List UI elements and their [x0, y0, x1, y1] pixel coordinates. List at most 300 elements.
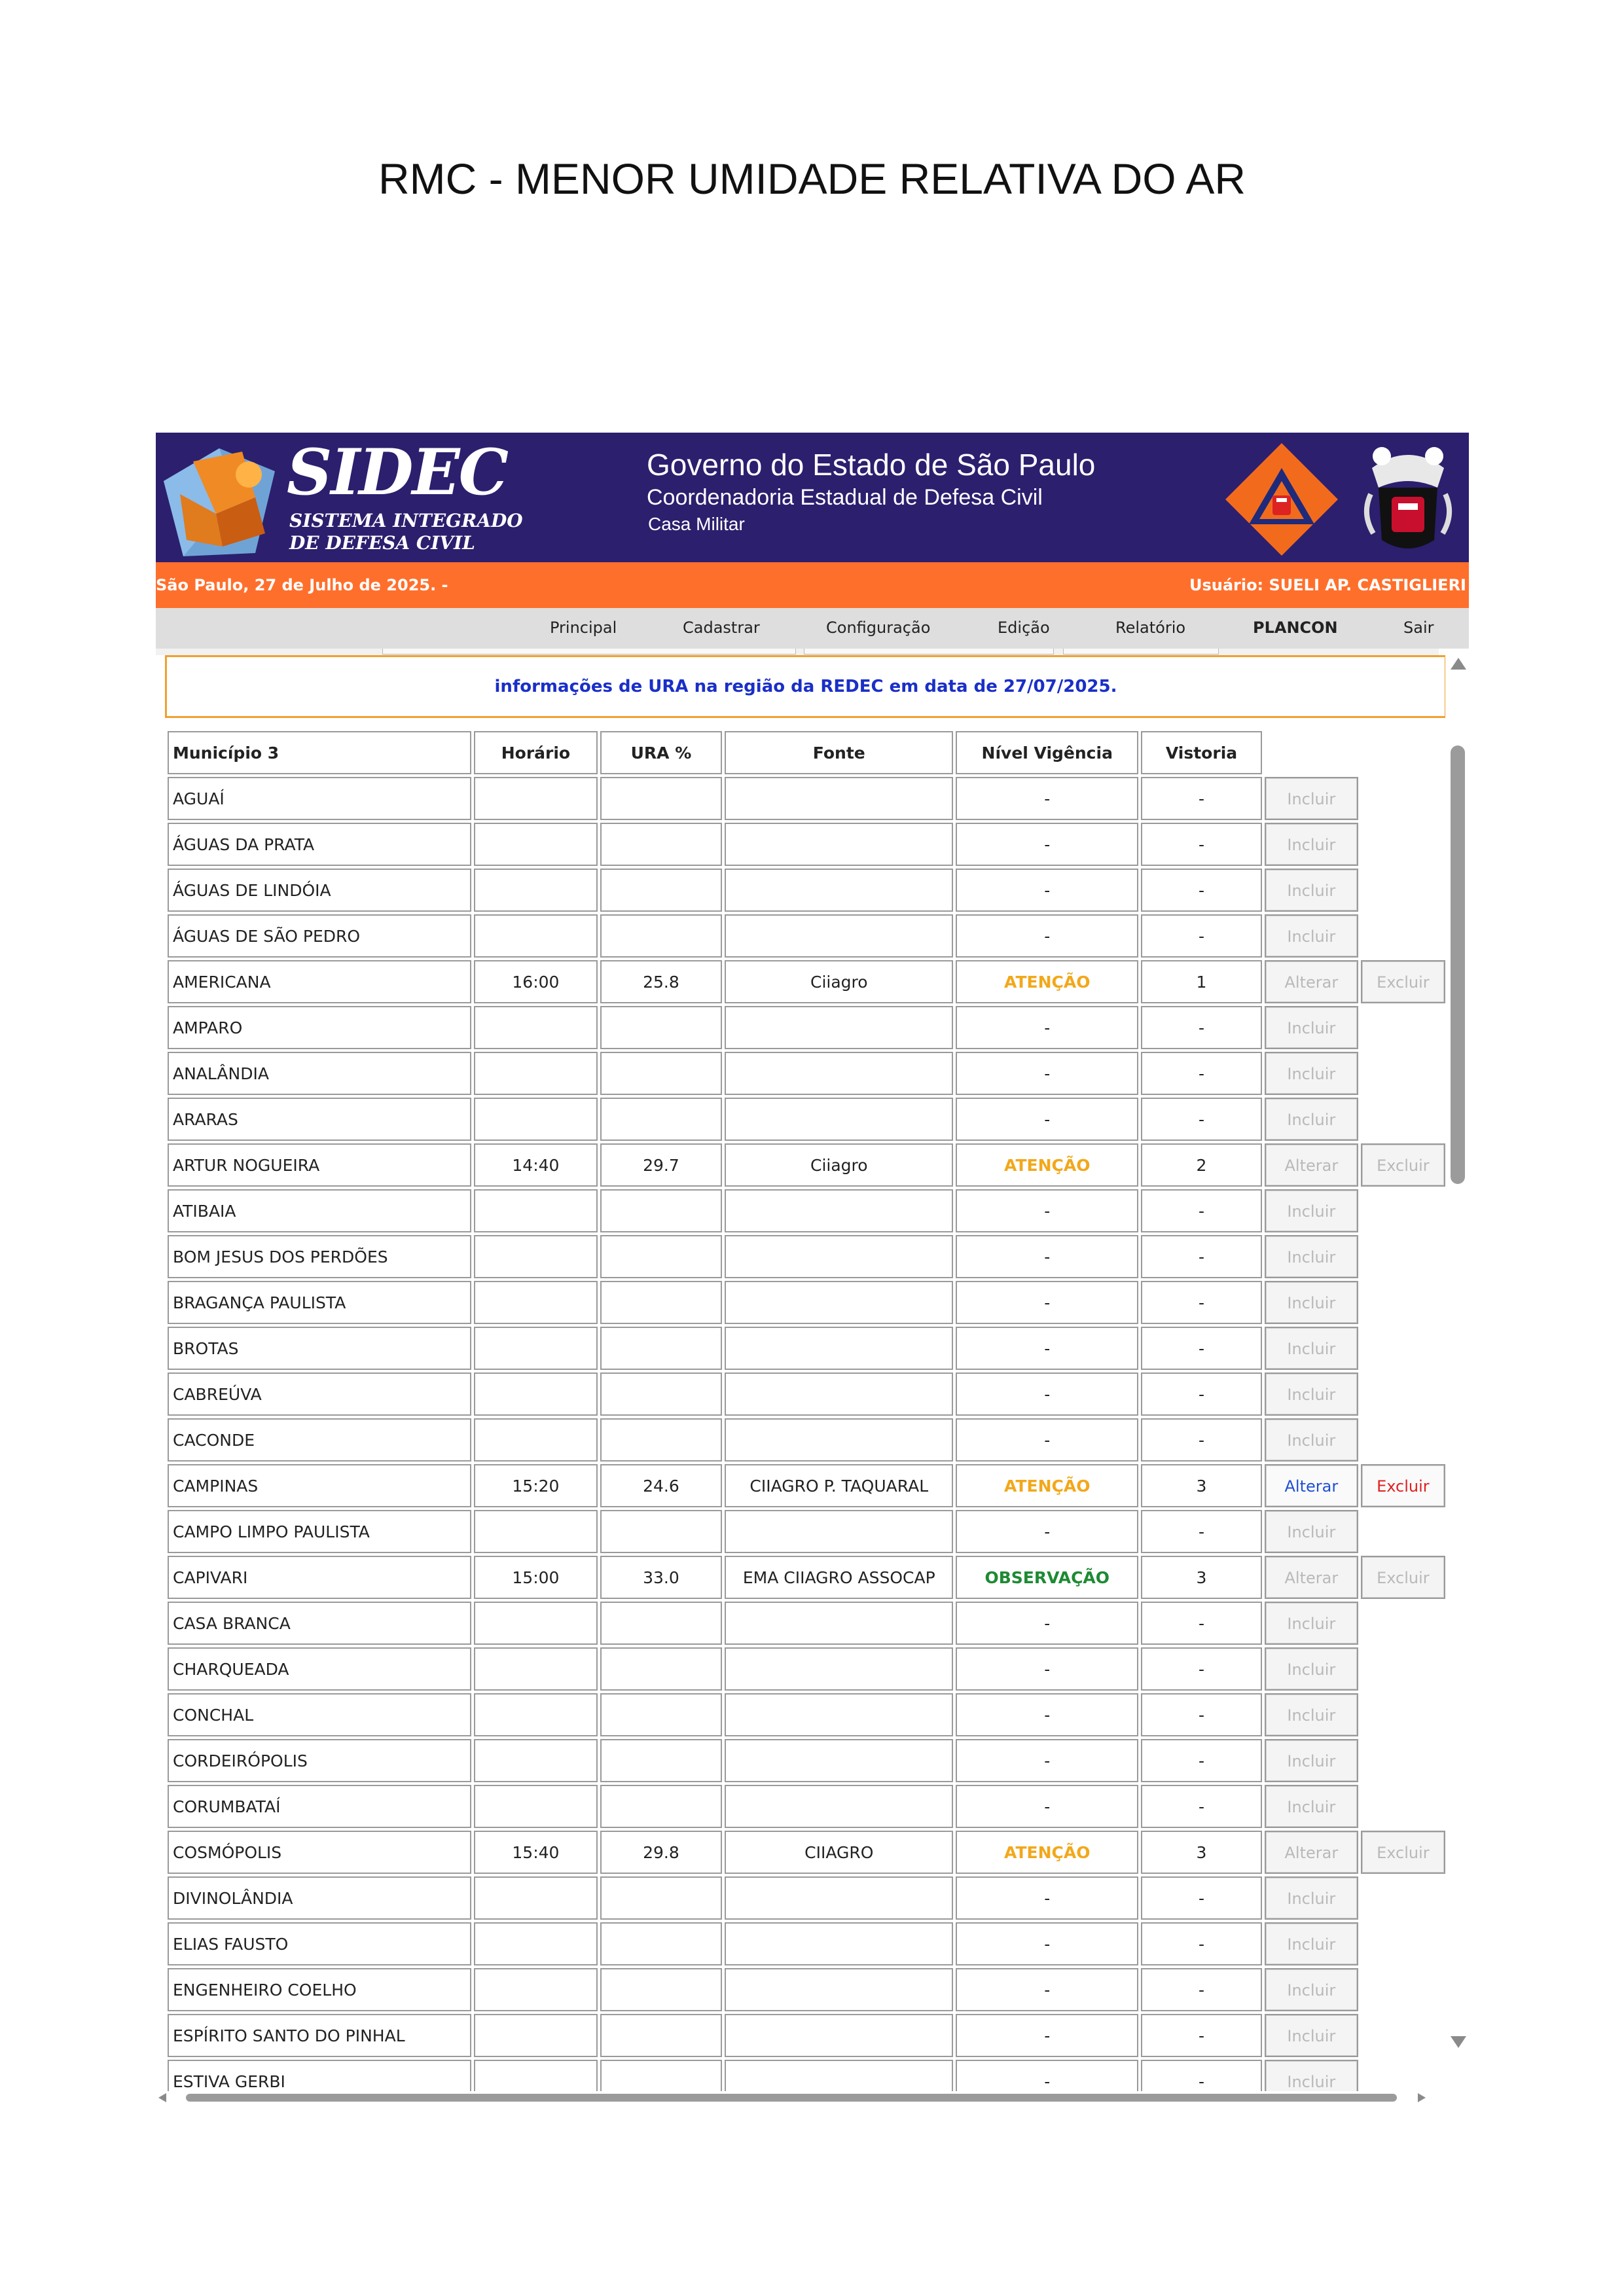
cell-horario: 15:40: [474, 1831, 598, 1874]
nav-configuracao[interactable]: Configuração: [826, 619, 931, 637]
cell-municipio: ESTIVA GERBI: [168, 2060, 471, 2091]
cell-nivel-vigencia: -: [956, 1235, 1138, 1278]
table-row: [168, 1327, 1445, 1370]
cell-action-empty: [1361, 2014, 1445, 2057]
cell-fonte: [725, 1098, 953, 1141]
civil-defense-logo-icon: [1223, 440, 1341, 558]
cell-nivel-vigencia: -: [956, 914, 1138, 958]
cell-fonte: [725, 1647, 953, 1691]
date-text: São Paulo, 27 de Julho de 2025. -: [156, 576, 448, 594]
incluir-button[interactable]: Incluir: [1266, 916, 1357, 956]
cell-ura: [600, 1602, 722, 1645]
cell-action-primary: [1265, 1189, 1358, 1232]
cell-fonte: [725, 914, 953, 958]
cell-action-empty: [1361, 1693, 1445, 1736]
cell-horario: [474, 1235, 598, 1278]
cell-horario: [474, 1372, 598, 1416]
cell-action-primary: [1265, 823, 1358, 866]
cell-ura: [600, 1418, 722, 1462]
cell-nivel-vigencia: ATENÇÃO: [956, 1831, 1138, 1874]
cell-nivel-vigencia: ATENÇÃO: [956, 1464, 1138, 1507]
table-row: [168, 1968, 1445, 2011]
table-row: [168, 1831, 1445, 1874]
cell-fonte: [725, 1235, 953, 1278]
cell-fonte: [725, 1922, 953, 1965]
cell-action-empty: [1361, 1785, 1445, 1828]
cell-vistoria: -: [1141, 1876, 1262, 1920]
cell-municipio: BRAGANÇA PAULISTA: [168, 1281, 471, 1324]
cell-horario: 15:20: [474, 1464, 598, 1507]
cell-nivel-vigencia: -: [956, 823, 1138, 866]
cell-vistoria: -: [1141, 1098, 1262, 1141]
cell-fonte: [725, 1510, 953, 1553]
cell-municipio: BROTAS: [168, 1327, 471, 1370]
cell-ura: 25.8: [600, 960, 722, 1003]
cell-vistoria: 3: [1141, 1556, 1262, 1599]
cell-action-primary: [1265, 869, 1358, 912]
cell-vistoria: 1: [1141, 960, 1262, 1003]
excluir-button[interactable]: Excluir: [1362, 1145, 1444, 1185]
excluir-button[interactable]: Excluir: [1362, 1465, 1444, 1506]
incluir-button[interactable]: Incluir: [1266, 1420, 1357, 1460]
cell-nivel-vigencia: -: [956, 2060, 1138, 2091]
cell-fonte: [725, 1372, 953, 1416]
submenu-tab-stub: [382, 649, 796, 655]
cell-ura: [600, 1968, 722, 2011]
table-row: [168, 1739, 1445, 1782]
cell-action-empty: [1361, 1602, 1445, 1645]
cell-nivel-vigencia: -: [956, 2014, 1138, 2057]
cell-action-empty: [1361, 1281, 1445, 1324]
cell-municipio: CAPIVARI: [168, 1556, 471, 1599]
cell-action-empty: [1361, 1235, 1445, 1278]
cell-action-empty: [1361, 1006, 1445, 1049]
cell-action-primary: [1265, 1968, 1358, 2011]
table-row: [168, 823, 1445, 866]
incluir-button[interactable]: Incluir: [1266, 1878, 1357, 1918]
excluir-button[interactable]: Excluir: [1362, 1832, 1444, 1873]
cell-nivel-vigencia: -: [956, 1922, 1138, 1965]
incluir-button[interactable]: Incluir: [1266, 1053, 1357, 1094]
cell-municipio: COSMÓPOLIS: [168, 1831, 471, 1874]
cell-fonte: [725, 1602, 953, 1645]
info-text: informações de URA na região da REDEC em data de 27/07/2025.: [494, 677, 1117, 696]
scroll-left-arrow-icon[interactable]: [158, 2093, 166, 2102]
cell-municipio: ARTUR NOGUEIRA: [168, 1143, 471, 1187]
incluir-button[interactable]: Incluir: [1266, 2061, 1357, 2091]
table-row: [168, 1052, 1445, 1095]
cell-nivel-vigencia: OBSERVAÇÃO: [956, 1556, 1138, 1599]
incluir-button[interactable]: Incluir: [1266, 1328, 1357, 1369]
cell-action-primary: [1265, 2060, 1358, 2091]
cell-municipio: AGUAÍ: [168, 777, 471, 820]
incluir-button[interactable]: Incluir: [1266, 1649, 1357, 1689]
cell-vistoria: -: [1141, 1052, 1262, 1095]
cell-action-primary: [1265, 1602, 1358, 1645]
cell-vistoria: -: [1141, 1602, 1262, 1645]
cell-action-primary: [1265, 1143, 1358, 1187]
cell-action-empty: [1361, 1739, 1445, 1782]
incluir-button[interactable]: Incluir: [1266, 1511, 1357, 1552]
cell-vistoria: -: [1141, 1006, 1262, 1049]
cell-vistoria: -: [1141, 1739, 1262, 1782]
cell-fonte: [725, 823, 953, 866]
cell-horario: [474, 1693, 598, 1736]
table-row: [168, 2060, 1445, 2091]
cell-ura: [600, 914, 722, 958]
incluir-button[interactable]: Incluir: [1266, 778, 1357, 819]
cell-vistoria: -: [1141, 1418, 1262, 1462]
table-row: [168, 2014, 1445, 2057]
military-police-emblem-icon: [1359, 442, 1457, 557]
military-house-subtitle: Casa Militar: [648, 514, 745, 534]
alterar-button[interactable]: Alterar: [1266, 1557, 1357, 1598]
cell-vistoria: -: [1141, 823, 1262, 866]
horizontal-scroll-thumb[interactable]: [186, 2094, 1397, 2102]
incluir-button[interactable]: Incluir: [1266, 1007, 1357, 1048]
table-row: [168, 1372, 1445, 1416]
nav-submenu-strip: [156, 649, 1439, 655]
cell-fonte: EMA CIIAGRO ASSOCAP: [725, 1556, 953, 1599]
cell-action-primary: [1265, 1785, 1358, 1828]
cell-municipio: ÁGUAS DE LINDÓIA: [168, 869, 471, 912]
cell-action-primary: [1265, 1693, 1358, 1736]
brand-subtitle-line1: SISTEMA INTEGRADO: [289, 510, 523, 531]
cell-horario: [474, 1785, 598, 1828]
cell-action-primary: [1265, 1876, 1358, 1920]
nav-plancon[interactable]: PLANCON: [1253, 619, 1338, 637]
incluir-button[interactable]: Incluir: [1266, 1099, 1357, 1139]
cell-nivel-vigencia: -: [956, 1510, 1138, 1553]
cell-ura: [600, 1189, 722, 1232]
table-row: [168, 1602, 1445, 1645]
cell-ura: [600, 869, 722, 912]
cell-action-secondary: [1361, 1831, 1445, 1874]
government-title: Governo do Estado de São Paulo: [647, 448, 1096, 482]
cell-horario: [474, 1647, 598, 1691]
cell-action-empty: [1361, 1510, 1445, 1553]
cell-nivel-vigencia: -: [956, 1098, 1138, 1141]
cell-vistoria: -: [1141, 1189, 1262, 1232]
header-horario: Horário: [474, 731, 598, 774]
nav-cadastrar[interactable]: Cadastrar: [683, 619, 760, 637]
cell-fonte: Ciiagro: [725, 960, 953, 1003]
cell-nivel-vigencia: -: [956, 1418, 1138, 1462]
cell-ura: [600, 1235, 722, 1278]
cell-ura: [600, 1327, 722, 1370]
cell-fonte: Ciiagro: [725, 1143, 953, 1187]
incluir-button[interactable]: Incluir: [1266, 1282, 1357, 1323]
cell-action-empty: [1361, 777, 1445, 820]
cell-fonte: [725, 1281, 953, 1324]
cell-horario: [474, 1052, 598, 1095]
cell-fonte: CIIAGRO: [725, 1831, 953, 1874]
table-row: [168, 1922, 1445, 1965]
coordination-subtitle: Coordenadoria Estadual de Defesa Civil: [647, 485, 1043, 510]
cell-horario: [474, 1602, 598, 1645]
cell-nivel-vigencia: -: [956, 1281, 1138, 1324]
alterar-button[interactable]: Alterar: [1266, 1832, 1357, 1873]
header-vistoria: Vistoria: [1141, 731, 1262, 774]
incluir-button[interactable]: Incluir: [1266, 2015, 1357, 2056]
cell-fonte: [725, 1876, 953, 1920]
cell-vistoria: -: [1141, 2014, 1262, 2057]
cell-action-primary: [1265, 1098, 1358, 1141]
cell-municipio: CHARQUEADA: [168, 1647, 471, 1691]
cell-fonte: [725, 1693, 953, 1736]
cell-horario: 15:00: [474, 1556, 598, 1599]
alterar-button[interactable]: Alterar: [1266, 1465, 1357, 1506]
cell-fonte: [725, 1006, 953, 1049]
cell-action-empty: [1361, 1418, 1445, 1462]
vertical-scrollbar[interactable]: [1445, 655, 1469, 2092]
cell-ura: [600, 1785, 722, 1828]
table-row: [168, 1464, 1445, 1507]
incluir-button[interactable]: Incluir: [1266, 1740, 1357, 1781]
cell-action-primary: [1265, 914, 1358, 958]
header-banner: [156, 433, 1469, 562]
cell-ura: [600, 777, 722, 820]
cell-vistoria: -: [1141, 1281, 1262, 1324]
table-row: [168, 1693, 1445, 1736]
cell-municipio: CONCHAL: [168, 1693, 471, 1736]
table-row: [168, 1785, 1445, 1828]
table-row: [168, 1189, 1445, 1232]
cell-ura: [600, 1647, 722, 1691]
header-spacer: [1265, 731, 1358, 774]
cell-horario: [474, 823, 598, 866]
cell-municipio: ÁGUAS DE SÃO PEDRO: [168, 914, 471, 958]
cell-municipio: CABREÚVA: [168, 1372, 471, 1416]
cell-municipio: CAMPINAS: [168, 1464, 471, 1507]
scroll-right-arrow-icon[interactable]: [1418, 2093, 1426, 2102]
cell-action-primary: [1265, 1647, 1358, 1691]
cell-fonte: CIIAGRO P. TAQUARAL: [725, 1464, 953, 1507]
table-row: [168, 869, 1445, 912]
cell-vistoria: -: [1141, 1693, 1262, 1736]
cell-municipio: CORDEIRÓPOLIS: [168, 1739, 471, 1782]
cell-fonte: [725, 1052, 953, 1095]
nav-relatorio[interactable]: Relatório: [1115, 619, 1186, 637]
submenu-tab-stub: [804, 649, 1054, 655]
scroll-down-arrow-icon[interactable]: [1451, 2036, 1466, 2048]
info-box: [165, 655, 1447, 718]
scroll-up-arrow-icon[interactable]: [1451, 658, 1466, 670]
cell-fonte: [725, 1739, 953, 1782]
cell-municipio: AMERICANA: [168, 960, 471, 1003]
cell-action-primary: [1265, 1006, 1358, 1049]
table-row: [168, 1510, 1445, 1553]
excluir-button[interactable]: Excluir: [1362, 1557, 1444, 1598]
cell-action-empty: [1361, 869, 1445, 912]
cell-action-empty: [1361, 1098, 1445, 1141]
cell-action-primary: [1265, 777, 1358, 820]
cell-ura: 29.8: [600, 1831, 722, 1874]
cell-ura: [600, 1006, 722, 1049]
cell-action-primary: [1265, 1464, 1358, 1507]
cell-action-empty: [1361, 2060, 1445, 2091]
cell-horario: [474, 2060, 598, 2091]
cell-vistoria: -: [1141, 1785, 1262, 1828]
cell-horario: 14:40: [474, 1143, 598, 1187]
cell-municipio: CASA BRANCA: [168, 1602, 471, 1645]
incluir-button[interactable]: Incluir: [1266, 1603, 1357, 1643]
cell-action-empty: [1361, 1189, 1445, 1232]
cell-municipio: ESPÍRITO SANTO DO PINHAL: [168, 2014, 471, 2057]
cell-action-primary: [1265, 1510, 1358, 1553]
header-fonte: Fonte: [725, 731, 953, 774]
cell-horario: [474, 1327, 598, 1370]
cell-action-primary: [1265, 1418, 1358, 1462]
cell-action-empty: [1361, 1052, 1445, 1095]
cell-nivel-vigencia: -: [956, 1006, 1138, 1049]
cell-municipio: BOM JESUS DOS PERDÕES: [168, 1235, 471, 1278]
header-nivel-vigencia: Nível Vigência: [956, 731, 1138, 774]
cell-fonte: [725, 2014, 953, 2057]
incluir-button[interactable]: Incluir: [1266, 870, 1357, 910]
cell-nivel-vigencia: ATENÇÃO: [956, 960, 1138, 1003]
header-municipio: Município 3: [168, 731, 471, 774]
cell-nivel-vigencia: -: [956, 1968, 1138, 2011]
ura-table-container: [165, 728, 1448, 2091]
incluir-button[interactable]: Incluir: [1266, 1236, 1357, 1277]
table-row: [168, 914, 1445, 958]
cell-ura: [600, 1876, 722, 1920]
table-header-row: [168, 731, 1445, 774]
app-screenshot: [156, 433, 1469, 2103]
cell-ura: [600, 2060, 722, 2091]
nav-sair[interactable]: Sair: [1403, 619, 1434, 637]
submenu-tab-stub: [1063, 649, 1219, 655]
cell-nivel-vigencia: -: [956, 1372, 1138, 1416]
cell-nivel-vigencia: ATENÇÃO: [956, 1143, 1138, 1187]
cell-vistoria: -: [1141, 777, 1262, 820]
excluir-button[interactable]: Excluir: [1362, 961, 1444, 1002]
table-body: [168, 777, 1445, 2091]
incluir-button[interactable]: Incluir: [1266, 1786, 1357, 1827]
nav-principal[interactable]: Principal: [550, 619, 617, 637]
cell-ura: [600, 1052, 722, 1095]
cell-municipio: ÁGUAS DA PRATA: [168, 823, 471, 866]
cell-vistoria: -: [1141, 1647, 1262, 1691]
cell-nivel-vigencia: -: [956, 1693, 1138, 1736]
incluir-button[interactable]: Incluir: [1266, 824, 1357, 865]
alterar-button[interactable]: Alterar: [1266, 961, 1357, 1002]
cell-vistoria: 3: [1141, 1831, 1262, 1874]
table-row: [168, 1006, 1445, 1049]
cell-horario: [474, 1876, 598, 1920]
cell-fonte: [725, 1968, 953, 2011]
cell-action-empty: [1361, 1876, 1445, 1920]
incluir-button[interactable]: Incluir: [1266, 1374, 1357, 1414]
cell-ura: [600, 1098, 722, 1141]
cell-ura: 29.7: [600, 1143, 722, 1187]
cell-action-secondary: [1361, 1143, 1445, 1187]
incluir-button[interactable]: Incluir: [1266, 1695, 1357, 1735]
cell-municipio: CAMPO LIMPO PAULISTA: [168, 1510, 471, 1553]
cell-action-primary: [1265, 2014, 1358, 2057]
cell-horario: [474, 1189, 598, 1232]
header-spacer: [1361, 731, 1445, 774]
cell-action-empty: [1361, 1372, 1445, 1416]
cell-action-primary: [1265, 1281, 1358, 1324]
cell-nivel-vigencia: -: [956, 1785, 1138, 1828]
cell-horario: [474, 1418, 598, 1462]
incluir-button[interactable]: Incluir: [1266, 1924, 1357, 1964]
cell-action-primary: [1265, 1556, 1358, 1599]
cell-horario: [474, 2014, 598, 2057]
cell-ura: [600, 1922, 722, 1965]
nav-edicao[interactable]: Edição: [998, 619, 1050, 637]
table-row: [168, 1556, 1445, 1599]
sidec-logo-icon: [157, 435, 281, 561]
cell-vistoria: 3: [1141, 1464, 1262, 1507]
cell-horario: [474, 1968, 598, 2011]
cell-action-primary: [1265, 1052, 1358, 1095]
table-row: [168, 1143, 1445, 1187]
table-row: [168, 1281, 1445, 1324]
cell-action-primary: [1265, 1739, 1358, 1782]
cell-action-empty: [1361, 914, 1445, 958]
document-title: RMC - MENOR UMIDADE RELATIVA DO AR: [378, 154, 1246, 203]
cell-action-empty: [1361, 1968, 1445, 2011]
cell-nivel-vigencia: -: [956, 1739, 1138, 1782]
cell-municipio: CORUMBATAÍ: [168, 1785, 471, 1828]
incluir-button[interactable]: Incluir: [1266, 1191, 1357, 1231]
cell-vistoria: -: [1141, 1922, 1262, 1965]
cell-vistoria: -: [1141, 869, 1262, 912]
cell-horario: [474, 869, 598, 912]
cell-municipio: CACONDE: [168, 1418, 471, 1462]
header-ura: URA %: [600, 731, 722, 774]
ura-table: [165, 728, 1448, 2091]
cell-action-primary: [1265, 1922, 1358, 1965]
cell-municipio: AMPARO: [168, 1006, 471, 1049]
cell-vistoria: -: [1141, 2060, 1262, 2091]
cell-action-empty: [1361, 1922, 1445, 1965]
cell-ura: 24.6: [600, 1464, 722, 1507]
cell-fonte: [725, 777, 953, 820]
cell-horario: [474, 777, 598, 820]
cell-action-primary: [1265, 1327, 1358, 1370]
horizontal-scrollbar[interactable]: [156, 2092, 1469, 2103]
cell-horario: [474, 1739, 598, 1782]
alterar-button[interactable]: Alterar: [1266, 1145, 1357, 1185]
cell-ura: [600, 1372, 722, 1416]
cell-vistoria: -: [1141, 1510, 1262, 1553]
cell-horario: [474, 1510, 598, 1553]
cell-vistoria: 2: [1141, 1143, 1262, 1187]
cell-horario: [474, 914, 598, 958]
cell-fonte: [725, 869, 953, 912]
cell-nivel-vigencia: -: [956, 1876, 1138, 1920]
vertical-scroll-thumb[interactable]: [1451, 745, 1465, 1184]
brand-title: SIDEC: [287, 435, 508, 509]
cell-fonte: [725, 1785, 953, 1828]
cell-ura: [600, 1693, 722, 1736]
cell-municipio: ANALÂNDIA: [168, 1052, 471, 1095]
user-text: Usuário: SUELI AP. CASTIGLIERI: [1189, 576, 1466, 594]
brand-subtitle-line2: DE DEFESA CIVIL: [289, 532, 475, 554]
cell-nivel-vigencia: -: [956, 1647, 1138, 1691]
cell-vistoria: -: [1141, 1968, 1262, 2011]
cell-action-secondary: [1361, 1556, 1445, 1599]
table-row: [168, 1647, 1445, 1691]
cell-fonte: [725, 1189, 953, 1232]
cell-horario: [474, 1281, 598, 1324]
incluir-button[interactable]: Incluir: [1266, 1969, 1357, 2010]
cell-vistoria: -: [1141, 1372, 1262, 1416]
